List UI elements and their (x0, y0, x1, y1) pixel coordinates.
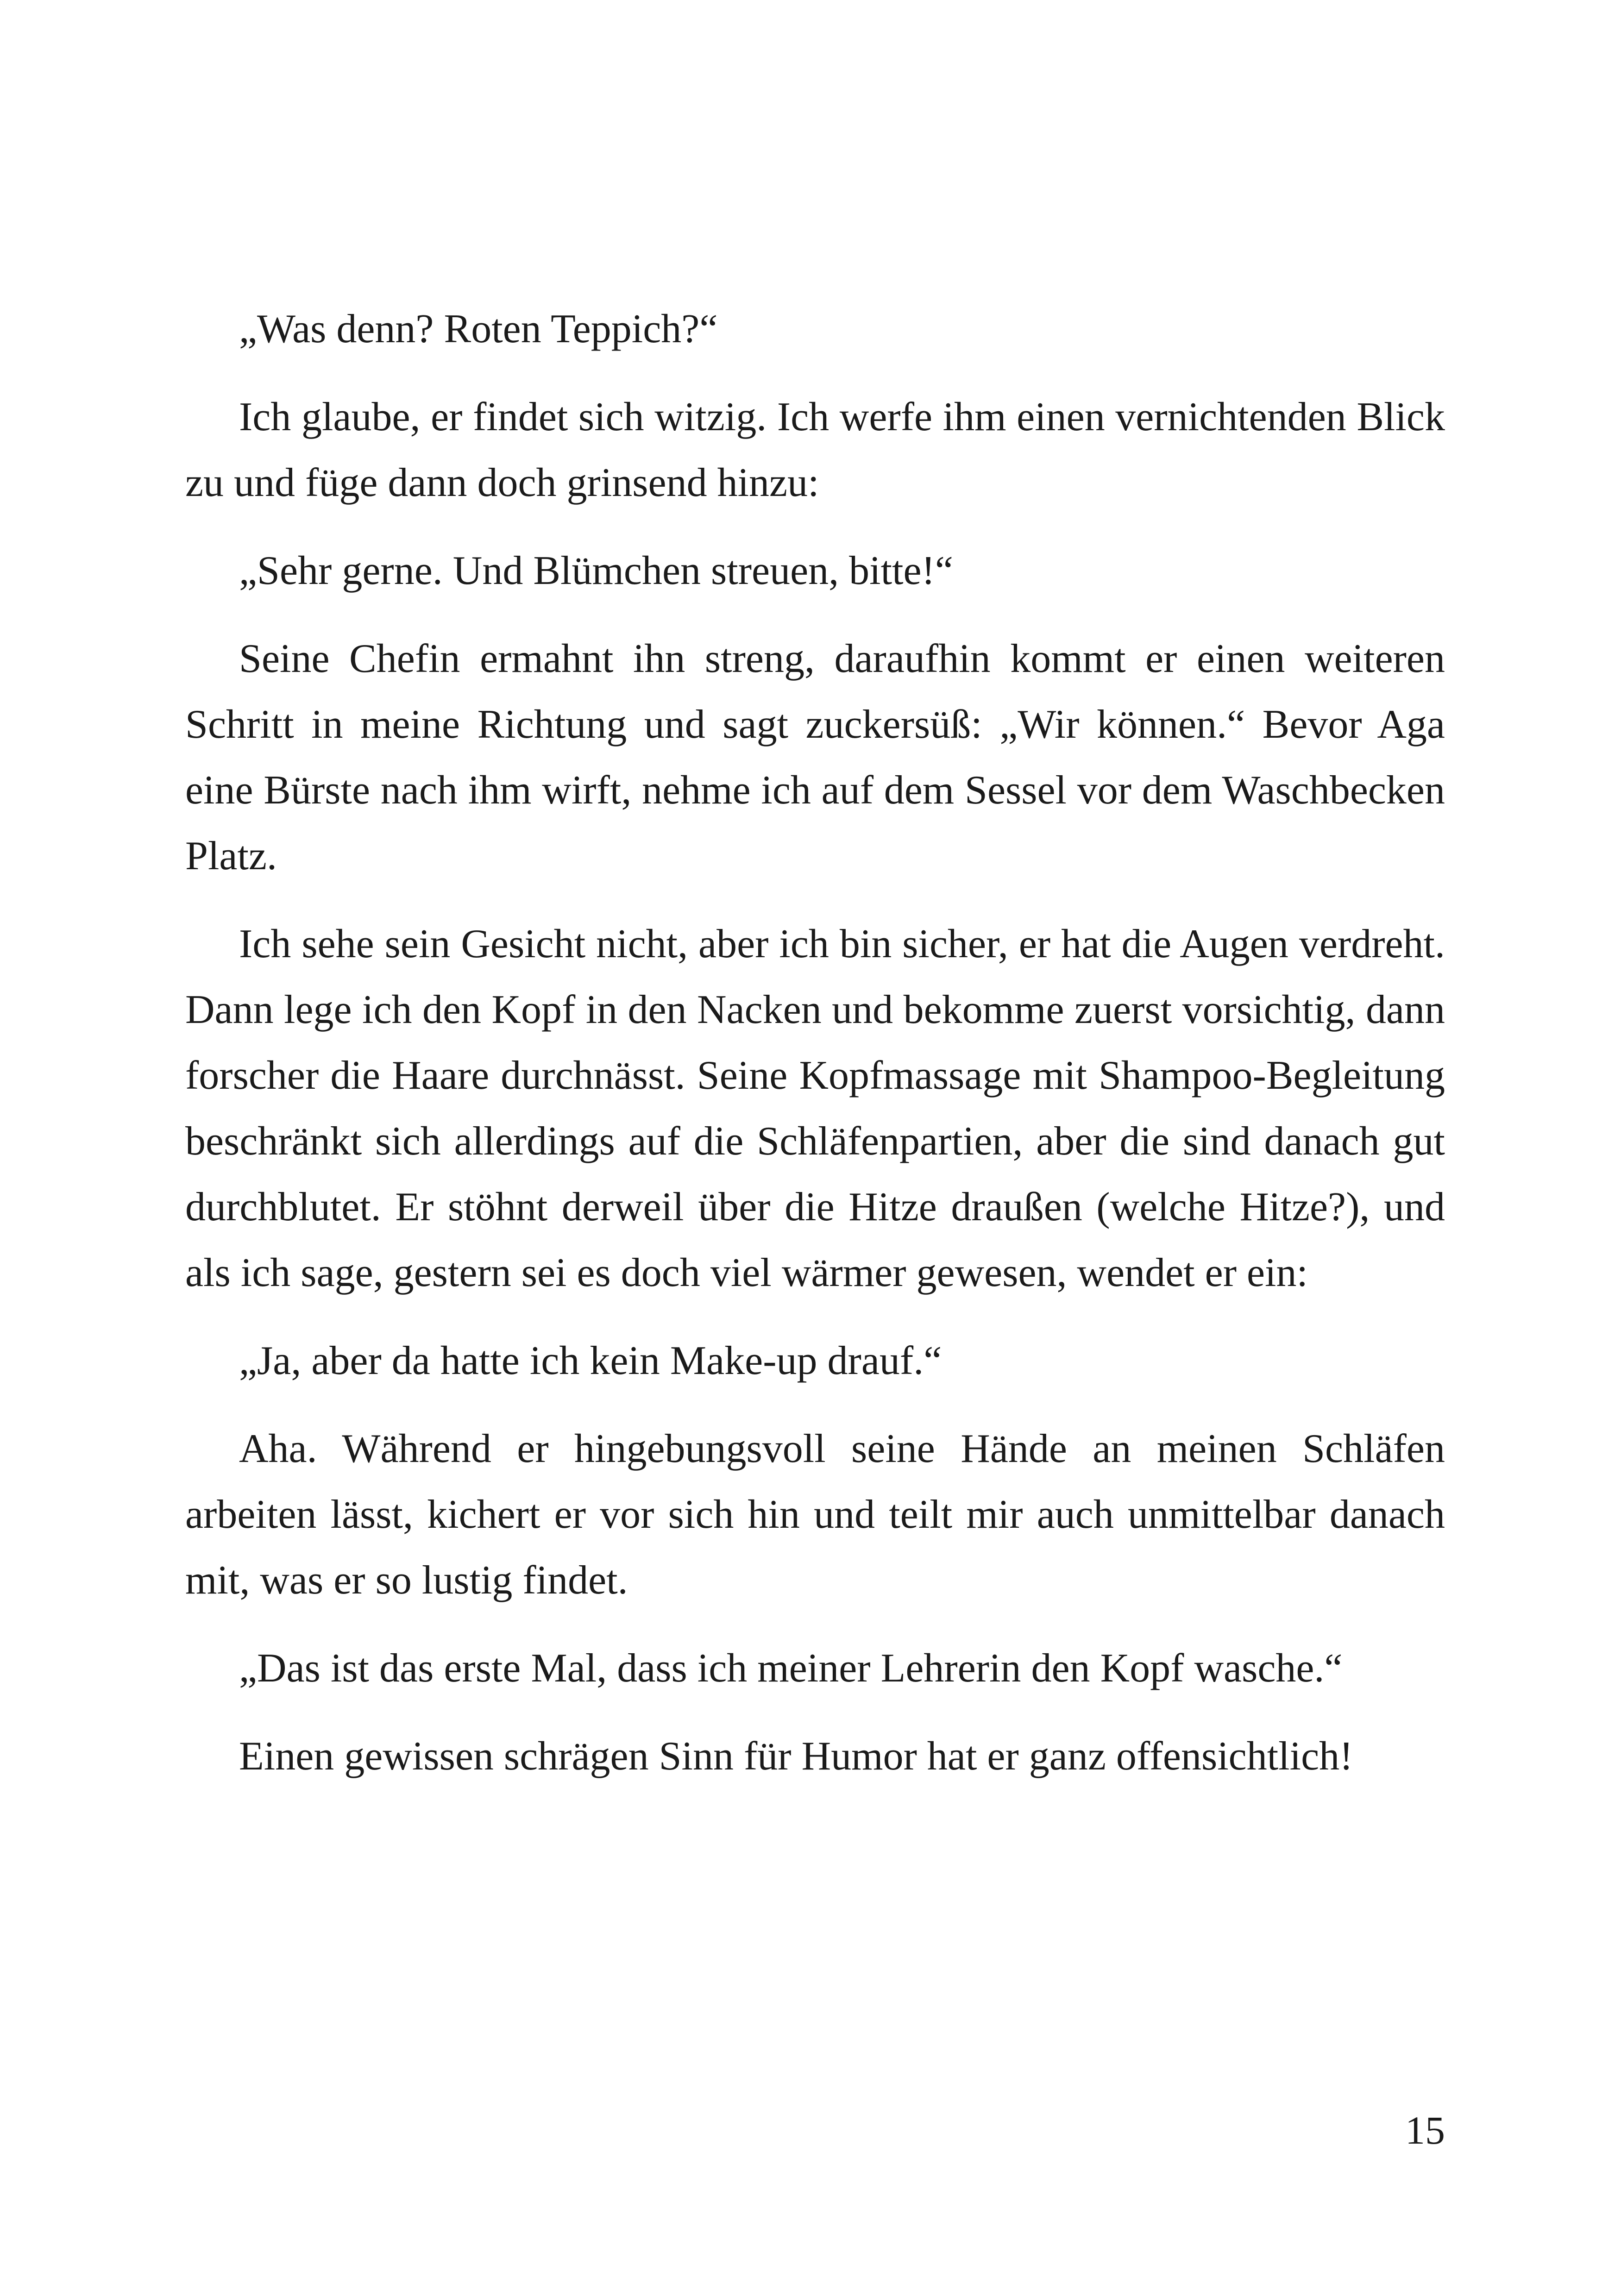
paragraph: „Sehr gerne. Und Blümchen streuen, bitte!“ (239, 548, 953, 593)
paragraph: „Ja, aber da hatte ich kein Make-up drauf.“ (239, 1338, 942, 1383)
paragraph: Ich sehe sein Gesicht nicht, aber ich bin sicher, er hat die Augen verdreht. Dann lege ich den Kopf in den Nacken und bekomme zuerst vorsichtig, dann forscher die Haare durchnässt. Seine Kopfmassage mit Shampoo-Begleitung beschränkt sich allerdings auf die Schläfenpartien, aber die sind danach gut durchblutet. Er stöhnt derweil über die Hitze draußen (welche Hitze?), und als ich sage, gestern sei es doch viel wärmer gewesen, wendet er ein: (185, 922, 1445, 1295)
paragraph: „Was denn? Roten Teppich?“ (239, 307, 718, 351)
paragraph: Einen gewissen schrägen Sinn für Humor hat er ganz offensichtlich! (239, 1734, 1353, 1779)
paragraph: Aha. Während er hingebungsvoll seine Hände an meinen Schläfen arbeiten lässt, kichert er vor sich hin und teilt mir auch unmittelbar danach mit, was er so lustig findet. (185, 1426, 1445, 1603)
paragraph: Seine Chefin ermahnt ihn streng, daraufhin kommt er einen weiteren Schritt in meine Richtung und sagt zuckersüß: „Wir können.“ Bevor Aga eine Bürste nach ihm wirft, nehme ich auf dem Sessel vor dem Waschbecken Platz. (185, 636, 1445, 878)
paragraph: „Das ist das erste Mal, dass ich meiner Lehrerin den Kopf wasche.“ (239, 1646, 1343, 1691)
paragraph: Ich glaube, er findet sich witzig. Ich werfe ihm einen vernichtenden Blick zu und füge dann doch grinsend hinzu: (185, 395, 1445, 505)
body-text (185, 296, 1445, 1812)
page-number: 15 (1405, 2108, 1445, 2152)
